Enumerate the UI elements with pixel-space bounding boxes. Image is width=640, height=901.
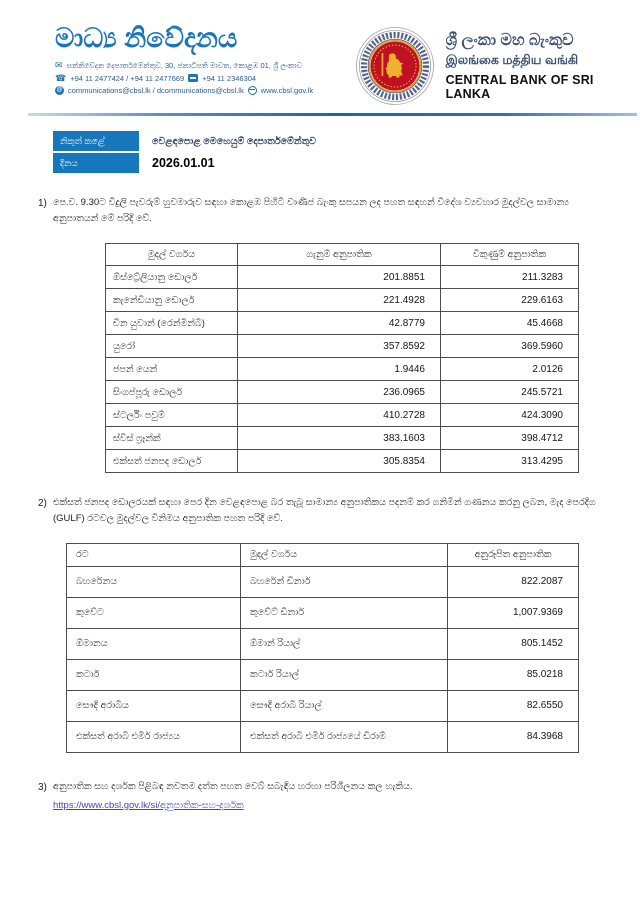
fax-number: +94 11 2346304: [202, 73, 257, 83]
table-row: [106, 450, 579, 473]
selling-rate-cell: 229.6163: [441, 289, 579, 312]
rate-cell: 805.1452: [448, 628, 579, 659]
bank-name-sinhala: ශ්‍රී ලංකා මහ බැංකුව: [445, 31, 574, 49]
country-cell: ඕමානය: [67, 628, 241, 659]
bank-names: [446, 32, 622, 101]
email-icon: @: [56, 87, 63, 94]
table-row: [106, 404, 579, 427]
rate-cell: 85.0218: [448, 659, 579, 690]
currency-cell: යුරෝ: [106, 335, 238, 358]
country-cell: බහරේනය: [67, 566, 241, 597]
selling-rate-cell: 369.5960: [441, 335, 579, 358]
corresponding-rate-header: අනුරූපිත අනුපාතික: [448, 543, 579, 566]
currency-cell: ඕමාන් රියාල්: [241, 628, 448, 659]
gulf-rates-table: [66, 543, 579, 753]
currency-cell: චීන යුවාන් (රෙන්මින්බි): [106, 312, 238, 335]
letterhead-right: [355, 24, 622, 106]
section-3-number: 3): [38, 781, 47, 793]
table-row: [67, 597, 579, 628]
date-label: දිනය: [53, 153, 139, 173]
bank-name-english: CENTRAL BANK OF SRI LANKA: [445, 72, 594, 101]
table-row: [67, 721, 579, 752]
table-row: [67, 628, 579, 659]
phone-line: [55, 74, 355, 83]
website-url: www.cbsl.gov.lk: [260, 85, 314, 95]
issued-by-label: නිකුත් කළේ: [53, 131, 139, 151]
selling-rate-cell: 313.4295: [441, 450, 579, 473]
section-1-text: පෙ.ව. 9.30ට විදුලි පැවරුම් හුවමාරුව සඳහා කොළඹ පිහිටි වාණිජ බැංකු සපයන ලද පහත සඳහන් විදේශ ව්‍යවහාර මුදල්වල සාමාන්‍ය අනුපාතයන් මේ පරිදි වේ.: [53, 197, 569, 225]
buying-rate-cell: 42.8779: [238, 312, 441, 335]
letterhead: [0, 0, 640, 106]
currency-cell: කටාර් රියාල්: [241, 659, 448, 690]
table-row: [106, 312, 579, 335]
envelope-icon: ✉: [55, 60, 63, 71]
date-value: 2026.01.01: [152, 156, 215, 170]
table-row: [106, 427, 579, 450]
page-title: මාධ්‍ය නිවේදනය: [55, 23, 238, 53]
currency-type-header: මුදල් වර්ගය: [241, 543, 448, 566]
currency-cell: ස්විස් ෆ්‍රෑන්ක්: [106, 427, 238, 450]
currency-cell: කැනේඩියානු ඩොලර්: [106, 289, 238, 312]
meta-block: [53, 131, 640, 173]
selling-rate-cell: 211.3283: [441, 266, 579, 289]
table-row: [106, 335, 579, 358]
bank-name-tamil: இலங்கை மத்திய வங்கி: [445, 52, 579, 67]
buying-rate-cell: 236.0965: [238, 381, 441, 404]
currency-cell: එක්සත් අරාබි එමීර් රාජ්‍යයේ ඩිරාම්: [241, 721, 448, 752]
section-2-text: එක්සත් ජනපද ඩොලරයක් සඳහා පෙර දින වෙළඳපොළ බර තැබූ සාමාන්‍ය අනුපාතිකය පදනම් කර ගනිමින් ගණනය කරනු ලබන, මැද පෙරදිග (GULF) රටවල මුදල්වල විනිමය අනුපාතික පහත පරිදි වේ.: [53, 497, 596, 525]
buying-rate-header: ගැනුම් අනුපාතික: [238, 244, 441, 266]
section-3-text: අනුපාතික සහ දර්ශක පිළිබඳ නවතම දත්ත පහත වෙබ් සබැඳිය හරහා පරිශීලනය කල හැකිය.: [53, 780, 413, 792]
table-header-row: [67, 543, 579, 566]
selling-rate-cell: 2.0126: [441, 358, 579, 381]
table-row: [67, 690, 579, 721]
currency-cell: ස්ටර්ලිං පවුම්: [106, 404, 238, 427]
buying-rate-cell: 357.8592: [238, 335, 441, 358]
table-row: [67, 566, 579, 597]
rate-cell: 822.2087: [448, 566, 579, 597]
currency-cell: ජපන් යෙන්: [106, 358, 238, 381]
country-cell: කුවේට: [67, 597, 241, 628]
currency-cell: කුවේට් ඩිනාර්: [241, 597, 448, 628]
date-row: [53, 153, 640, 173]
email-addresses: communications@cbsl.lk / dcommunications@cbsl.lk: [68, 85, 244, 95]
phone-icon: ☎: [55, 72, 67, 83]
table-row: [67, 659, 579, 690]
table-row: [106, 266, 579, 289]
country-cell: කටාර්: [67, 659, 241, 690]
address-text: සන්නිවේදන දෙපාර්තමේන්තුව, 30, ජනාධිපති මාවත, කොළඹ 01, ශ්‍රී ලංකාව: [66, 60, 302, 70]
phone-numbers: +94 11 2477424 / +94 11 2477669: [70, 73, 185, 83]
country-cell: එක්සත් අරාබි එමීර් රාජ්‍යය: [67, 721, 241, 752]
issued-by-value: වෙළඳපොළ මෙහෙයුම් දෙපාර්තමේන්තුව: [152, 135, 317, 147]
issued-by-row: [53, 131, 640, 151]
buying-rate-cell: 305.8354: [238, 450, 441, 473]
rates-indicators-link[interactable]: https://www.cbsl.gov.lk/si/අනුපාතික-සහ-දර්ශක: [53, 799, 244, 811]
section-1: [38, 195, 607, 227]
selling-rate-cell: 245.5721: [441, 381, 579, 404]
buying-rate-cell: 201.8851: [238, 266, 441, 289]
letterhead-left: [55, 24, 355, 95]
buying-rate-cell: 383.1603: [238, 427, 441, 450]
selling-rate-cell: 398.4712: [441, 427, 579, 450]
buying-rate-cell: 410.2728: [238, 404, 441, 427]
section-3: [38, 779, 607, 814]
table-row: [106, 289, 579, 312]
country-cell: සෞදි අරාබිය: [67, 690, 241, 721]
currency-cell: සෞදි අරාබි රියාල්: [241, 690, 448, 721]
section-2: [38, 495, 607, 527]
rate-cell: 82.6550: [448, 690, 579, 721]
selling-rate-cell: 424.3090: [441, 404, 579, 427]
currency-cell: ඕස්ට්‍රේලියානු ඩොලර්: [106, 266, 238, 289]
currency-cell: එක්සත් ජනපද ඩොලර්: [106, 450, 238, 473]
currency-cell: බහරේන් ඩිනාර්: [241, 566, 448, 597]
section-2-number: 2): [38, 498, 47, 510]
header-divider: [28, 113, 637, 116]
cbsl-seal-logo: [355, 26, 435, 106]
rate-cell: 1,007.9369: [448, 597, 579, 628]
country-header: රට: [67, 543, 241, 566]
selling-rate-cell: 45.4668: [441, 312, 579, 335]
table-row: [106, 358, 579, 381]
table-row: [106, 381, 579, 404]
address-line: [55, 61, 355, 71]
section-1-number: 1): [38, 198, 47, 209]
buying-rate-cell: 221.4928: [238, 289, 441, 312]
currency-type-header: මුදල් වර්ගය: [106, 244, 238, 266]
buying-rate-cell: 1.9446: [238, 358, 441, 381]
globe-icon: [248, 86, 257, 95]
rate-cell: 84.3968: [448, 721, 579, 752]
selling-rate-header: විකුණුම් අනුපාතික: [441, 244, 579, 266]
table-header-row: [106, 244, 579, 266]
exchange-rates-table: [105, 243, 579, 473]
currency-cell: සිංගප්පූරු ඩොලර්: [106, 381, 238, 404]
email-line: [55, 86, 355, 95]
fax-icon: [188, 74, 198, 82]
